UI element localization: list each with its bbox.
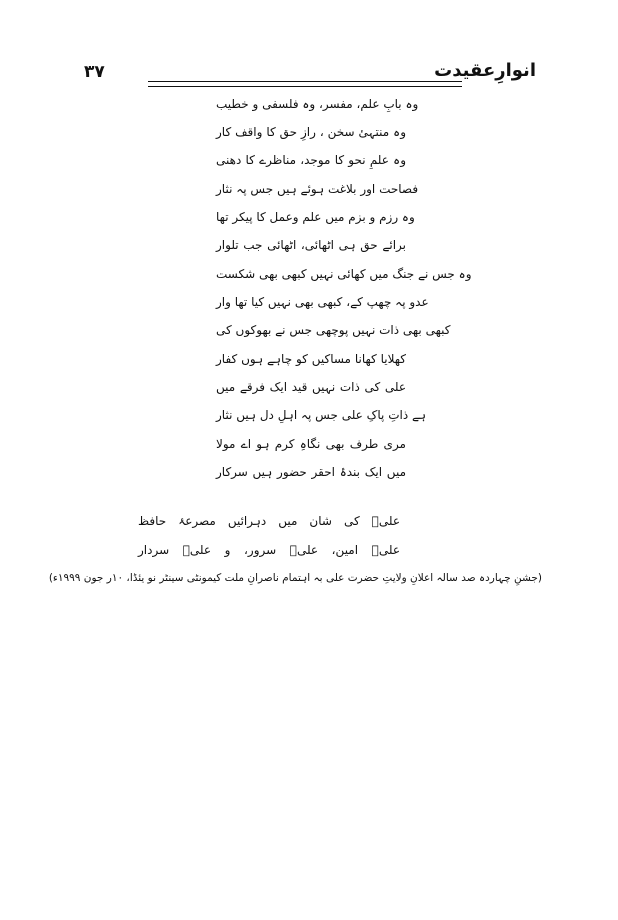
header-rule-top (148, 81, 462, 82)
verse-line: کبھی بھی ذات نہیں پوچھی جس نے بھوکوں کی (216, 323, 451, 337)
verse-line: فصاحت اور بلاغت ہوئے ہیں جس پہ نثار (216, 182, 419, 196)
verse-line: ہے ذاتِ پاکِ علی جس پہ اہلِ دل ہیں نثار (216, 408, 427, 422)
verse-line: وہ علمِ نحو کا موجد، مناظرے کا دھنی (216, 153, 406, 167)
header-rule-bottom (148, 86, 462, 87)
verse-line: وہ منتہیٔ سخن ، رازِ حق کا واقف کار (216, 125, 406, 139)
closing-verse: علیؑ امین، علیؑ سرور، و علیؑ سردار (138, 543, 400, 557)
verse-line: کھلایا کھانا مساکیں کو چاہے ہوں کفار (216, 352, 406, 366)
verse-line: وہ بابِ علم، مفسر، وہ فلسفی و خطیب (216, 97, 419, 111)
closing-verse: علیؑ کی شان میں دہرائیں مصرعۂ حافظ (138, 514, 400, 528)
page-number: ۳۷ (84, 62, 105, 82)
verse-line: برائے حق ہی اٹھائی، اٹھائی جب تلوار (216, 238, 406, 252)
verse-line: میں ایک بندۂ احقر حضور ہیں سرکار (216, 465, 406, 479)
verse-line: وہ جس نے جنگ میں کھائی نہیں کبھی بھی شکست (216, 267, 472, 281)
book-title: انوارِعقیدت (434, 60, 536, 81)
verse-line: علی کی ذات نہیں قید ایک فرقے میں (216, 380, 406, 394)
verse-line: عدو پہ چھپ کے، کبھی بھی نہیں کیا تھا وار (216, 295, 429, 309)
verse-line: وہ رزم و بزم میں علم وعمل کا پیکر تھا (216, 210, 415, 224)
verse-line: مری طرف بھی نگاہِ کرم ہو اے مولا (216, 437, 406, 451)
footnote: (جشنِ چہاردہ صد سالہ اعلانِ ولایتِ حضرت علی بہ اہتمام ناصرانِ ملت کیمونٹی سینٹر نو یئڈا، ۱۰ر جون ۱۹۹۹ء) (48, 572, 542, 584)
